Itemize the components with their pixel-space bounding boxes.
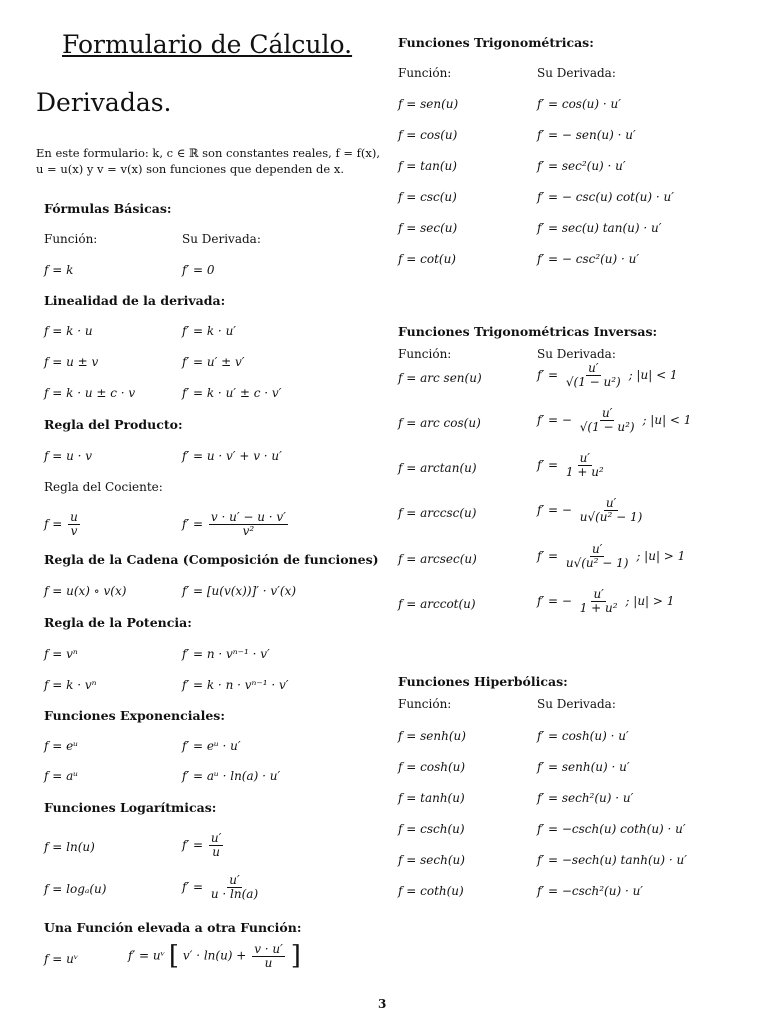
hiper-f-6: f = coth(u): [398, 884, 464, 898]
inv-d-3-fraction: [564, 452, 606, 479]
inv-d-3-lhs: f′ =: [537, 458, 559, 472]
inv-d-5-cond: ; |u| > 1: [636, 549, 686, 563]
exp-f-1: f = eᵘ: [44, 739, 79, 753]
trig-f-3: f = tan(u): [398, 159, 457, 173]
log-f-1: f = ln(u): [44, 840, 95, 854]
intro-paragraph: En este formulario: k, c ∈ ℝ son constantes reales, f = f(x), u = u(x) y v = v(x) son funciones que dependen de x.: [36, 146, 381, 176]
inv-d-1-lhs: f′ =: [537, 368, 559, 382]
hiper-f-4: f = csch(u): [398, 822, 465, 836]
lin-f-2: f = u ± v: [44, 355, 99, 369]
basic-f: f = k: [44, 263, 74, 277]
log-f-2: f = logₐ(u): [44, 882, 107, 896]
log-d-1-lhs: f′ =: [182, 838, 204, 852]
log-d-2-lhs: f′ =: [182, 880, 204, 894]
inv-d-5-lhs: f′ =: [537, 549, 559, 563]
cociente-d-lhs: f′ =: [182, 517, 204, 531]
elev-d-num: v · u′: [254, 941, 283, 956]
log-d-1-fraction: [209, 832, 223, 859]
inv-d-4: [537, 497, 646, 524]
trig-f-4: f = csc(u): [398, 190, 457, 204]
log-d-2-num: u′: [229, 873, 240, 887]
hiper-d-4: f′ = −csch(u) coth(u) · u′: [537, 822, 686, 836]
inv-d-2-den: √(1 − u²): [579, 420, 635, 434]
trig-d-1: f′ = cos(u) · u′: [537, 97, 621, 111]
heading-hiper: Funciones Hiperbólicas:: [398, 674, 568, 689]
page-number: 3: [378, 997, 387, 1011]
right-bracket: ]: [290, 941, 301, 971]
lin-f-3: f = k · u ± c · v: [44, 386, 136, 400]
inv-d-1-cond: ; |u| < 1: [628, 368, 678, 382]
left-bracket: [: [168, 941, 180, 971]
cociente-d-num: v · u′ − u · v′: [210, 510, 286, 524]
heading-linealidad: Linealidad de la derivada:: [44, 293, 226, 308]
pot-d-1: f′ = n · vⁿ⁻¹ · v′: [182, 647, 270, 661]
cociente-f-num: u: [70, 510, 78, 524]
inv-d-4-den: u√(u² − 1): [579, 510, 643, 524]
cociente-f-lhs: f =: [44, 517, 63, 531]
cociente-d: [182, 511, 290, 538]
exp-f-2: f = aᵘ: [44, 769, 79, 783]
inv-f-4: f = arccsc(u): [398, 506, 477, 520]
hiper-f-2: f = cosh(u): [398, 760, 466, 774]
inv-d-4-num: u′: [605, 496, 617, 510]
basic-d: f′ = 0: [182, 263, 215, 277]
heading-trig-inv: Funciones Trigonométricas Inversas:: [398, 324, 658, 339]
lin-f-1: f = k · u: [44, 324, 93, 338]
inv-d-1-den: √(1 − u²): [565, 375, 621, 389]
elev-d-den: u: [264, 955, 273, 970]
inv-d-2-lhs: f′ = −: [537, 413, 572, 427]
trig-d-3: f′ = sec²(u) · u′: [537, 159, 626, 173]
inv-d-6-den: 1 + u²: [579, 601, 618, 615]
log-d-1-den: u: [212, 845, 220, 859]
heading-basicas: Fórmulas Básicas:: [44, 201, 172, 216]
inv-d-5: [537, 543, 685, 570]
pot-d-2: f′ = k · n · vⁿ⁻¹ · v′: [182, 678, 289, 692]
log-d-2: [182, 874, 262, 901]
inv-d-6-num: u′: [593, 587, 604, 601]
prod-f: f = u · v: [44, 449, 93, 463]
pot-f-2: f = k · vⁿ: [44, 678, 97, 692]
elev-d-fraction: [252, 943, 285, 970]
hiper-d-6: f′ = −csch²(u) · u′: [537, 884, 644, 898]
inv-d-4-lhs: f′ = −: [537, 503, 572, 517]
inv-d-5-num: u′: [591, 542, 603, 556]
lin-d-2: f′ = u′ ± v′: [182, 355, 245, 369]
elev-d-inner: v′ · ln(u) +: [182, 948, 247, 963]
elev-d: [128, 941, 301, 971]
inv-d-4-fraction: [578, 497, 645, 524]
elev-f: f = uᵛ: [44, 952, 79, 966]
inv-d-2-cond: ; |u| < 1: [642, 413, 692, 427]
hiper-label-funcion: Función:: [398, 697, 452, 711]
cociente-f-den: v: [70, 524, 78, 538]
hiper-d-1: f′ = cosh(u) · u′: [537, 729, 629, 743]
exp-d-2: f′ = aᵘ · ln(a) · u′: [182, 769, 281, 783]
inv-f-1: f = arc sen(u): [398, 371, 482, 385]
exp-d-1: f′ = eᵘ · u′: [182, 739, 241, 753]
trig-d-2: f′ = − sen(u) · u′: [537, 128, 636, 142]
inv-d-5-den: u√(u² − 1): [565, 556, 629, 570]
heading-cadena: Regla de la Cadena (Composición de funciones): [44, 552, 379, 567]
section-title: Derivadas.: [36, 88, 172, 117]
heading-potencia: Regla de la Potencia:: [44, 615, 192, 630]
inv-d-3-den: 1 + u²: [565, 465, 604, 479]
cadena-d: f′ = [u(v(x))]′ · v′(x): [182, 584, 297, 598]
cociente-f-fraction: [68, 511, 80, 538]
inv-f-2: f = arc cos(u): [398, 416, 481, 430]
heading-logaritmicas: Funciones Logarítmicas:: [44, 800, 217, 815]
heading-trig: Funciones Trigonométricas:: [398, 35, 594, 50]
inv-label-derivada: Su Derivada:: [537, 347, 616, 361]
inv-f-3: f = arctan(u): [398, 461, 477, 475]
inv-d-6: [537, 588, 674, 615]
prod-d: f′ = u · v′ + v · u′: [182, 449, 282, 463]
inv-d-3: [537, 452, 608, 479]
heading-exponenciales: Funciones Exponenciales:: [44, 708, 225, 723]
pot-f-1: f = vⁿ: [44, 647, 78, 661]
inv-label-funcion: Función:: [398, 347, 452, 361]
log-d-1: [182, 832, 225, 859]
inv-d-2-num: u′: [601, 406, 613, 420]
inv-d-3-num: u′: [579, 451, 591, 465]
inv-f-6: f = arccot(u): [398, 597, 476, 611]
hiper-d-3: f′ = sech²(u) · u′: [537, 791, 634, 805]
inv-d-2: [537, 407, 691, 434]
lin-d-1: f′ = k · u′: [182, 324, 237, 338]
hiper-f-5: f = sech(u): [398, 853, 465, 867]
inv-d-1-fraction: [564, 362, 623, 389]
trig-f-6: f = cot(u): [398, 252, 456, 266]
heading-elevada: Una Función elevada a otra Función:: [44, 920, 302, 935]
inv-d-1: [537, 362, 678, 389]
hiper-d-2: f′ = senh(u) · u′: [537, 760, 630, 774]
heading-cociente: Regla del Cociente:: [44, 480, 163, 494]
inv-d-1-num: u′: [588, 361, 599, 375]
inv-d-5-fraction: [564, 543, 631, 570]
hiper-f-1: f = senh(u): [398, 729, 466, 743]
inv-d-6-cond: ; |u| > 1: [625, 594, 675, 608]
hiper-d-5: f′ = −sech(u) tanh(u) · u′: [537, 853, 687, 867]
log-d-2-den: u · ln(a): [210, 887, 259, 901]
hiper-label-derivada: Su Derivada:: [537, 697, 616, 711]
cociente-d-fraction: [209, 511, 288, 538]
inv-d-6-fraction: [578, 588, 620, 615]
trig-f-5: f = sec(u): [398, 221, 458, 235]
trig-d-5: f′ = sec(u) tan(u) · u′: [537, 221, 662, 235]
label-funcion: Función:: [44, 232, 98, 246]
cociente-d-den: v²: [242, 524, 255, 538]
sheet-title: Formulario de Cálculo.: [62, 30, 353, 59]
trig-f-2: f = cos(u): [398, 128, 458, 142]
cadena-f: f = u(x) ∘ v(x): [44, 584, 127, 598]
trig-d-6: f′ = − csc²(u) · u′: [537, 252, 640, 266]
lin-d-3: f′ = k · u′ ± c · v′: [182, 386, 282, 400]
trig-d-4: f′ = − csc(u) cot(u) · u′: [537, 190, 674, 204]
trig-f-1: f = sen(u): [398, 97, 459, 111]
label-derivada: Su Derivada:: [182, 232, 261, 246]
inv-f-5: f = arcsec(u): [398, 552, 477, 566]
log-d-2-fraction: [209, 874, 260, 901]
trig-label-funcion: Función:: [398, 66, 452, 80]
inv-d-2-fraction: [578, 407, 637, 434]
trig-label-derivada: Su Derivada:: [537, 66, 616, 80]
heading-producto: Regla del Producto:: [44, 417, 183, 432]
hiper-f-3: f = tanh(u): [398, 791, 465, 805]
log-d-1-num: u′: [210, 831, 222, 845]
cociente-f: [44, 511, 82, 538]
inv-d-6-lhs: f′ = −: [537, 594, 572, 608]
elev-d-lhs: f′ = uᵛ: [128, 948, 166, 963]
